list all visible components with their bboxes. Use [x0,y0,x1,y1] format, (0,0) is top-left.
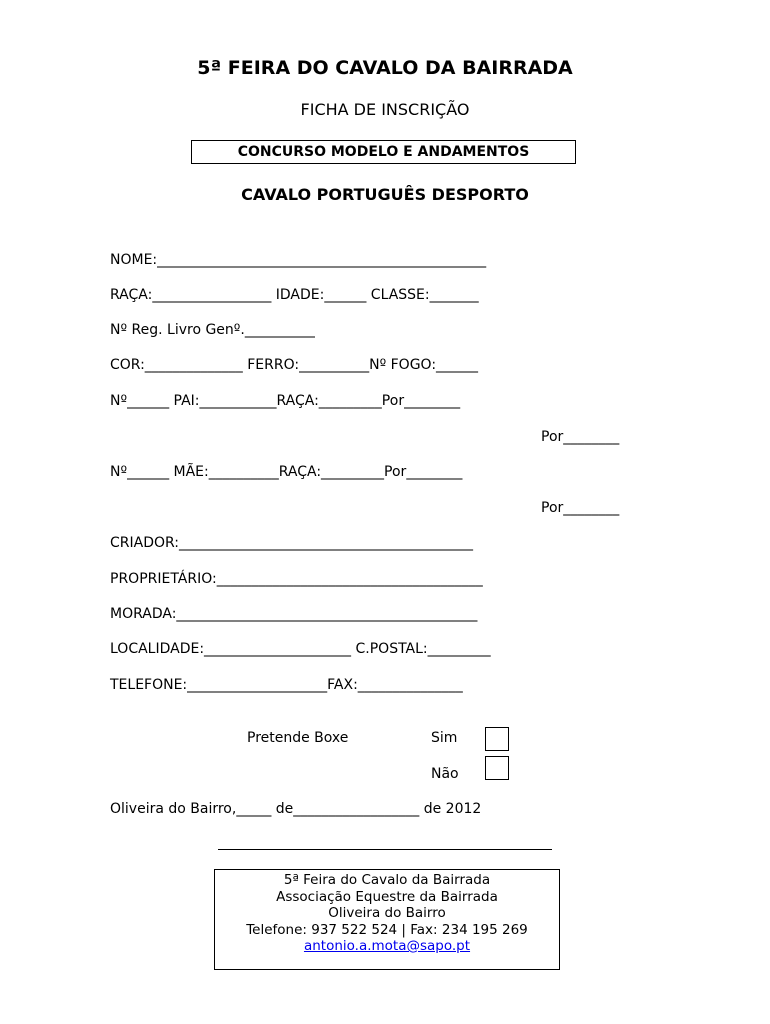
field-telefone-fax[interactable]: TELEFONE:____________________FAX:_______________ [110,677,463,693]
field-proprietario[interactable]: PROPRIETÁRIO:______________________________________ [110,571,483,587]
footer-email-link[interactable]: antonio.a.mota@sapo.pt [303,938,471,954]
field-mae-por[interactable]: Por________ [541,500,620,516]
field-place-date[interactable]: Oliveira do Bairro,_____ de__________________ de 2012 [110,801,482,817]
field-cor-ferro-fogo[interactable]: COR:______________ FERRO:__________Nº FOGO:______ [110,357,479,373]
contact-box [214,869,560,970]
field-mae[interactable]: Nº______ MÃE:__________RAÇA:_________Por________ [110,464,463,480]
field-morada[interactable]: MORADA:___________________________________________ [110,606,478,622]
field-pai-por[interactable]: Por________ [541,429,620,445]
field-pai[interactable]: Nº______ PAI:___________RAÇA:_________Por________ [110,393,461,409]
footer-association: Associação Equestre da Bairrada [276,888,498,905]
page-title: 5ª FEIRA DO CAVALO DA BAIRRADA [197,57,573,79]
boxe-nao-label: Não [431,766,459,782]
footer-event-name: 5ª Feira do Cavalo da Bairrada [283,872,491,888]
boxe-nao-checkbox[interactable] [485,756,509,780]
form-subtitle: FICHA DE INSCRIÇÃO [300,100,470,119]
contest-box: CONCURSO MODELO E ANDAMENTOS [191,140,576,164]
signature-line[interactable] [218,849,552,850]
field-registo[interactable]: Nº Reg. Livro Genº.__________ [110,322,315,338]
field-nome[interactable]: NOME:_______________________________________________ [110,252,487,268]
field-localidade-cpostal[interactable]: LOCALIDADE:_____________________ C.POSTAL:_________ [110,641,491,657]
boxe-sim-label: Sim [431,730,458,746]
boxe-sim-checkbox[interactable] [485,727,509,751]
footer-location: Oliveira do Bairro [328,905,446,921]
boxe-question: Pretende Boxe [247,730,349,746]
field-raca-idade-classe[interactable]: RAÇA:_________________ IDADE:______ CLASSE:_______ [110,287,479,303]
field-criador[interactable]: CRIADOR:__________________________________________ [110,535,474,551]
footer-phone-fax: Telefone: 937 522 524 | Fax: 234 195 269 [246,921,528,938]
category-heading: CAVALO PORTUGUÊS DESPORTO [241,185,529,204]
